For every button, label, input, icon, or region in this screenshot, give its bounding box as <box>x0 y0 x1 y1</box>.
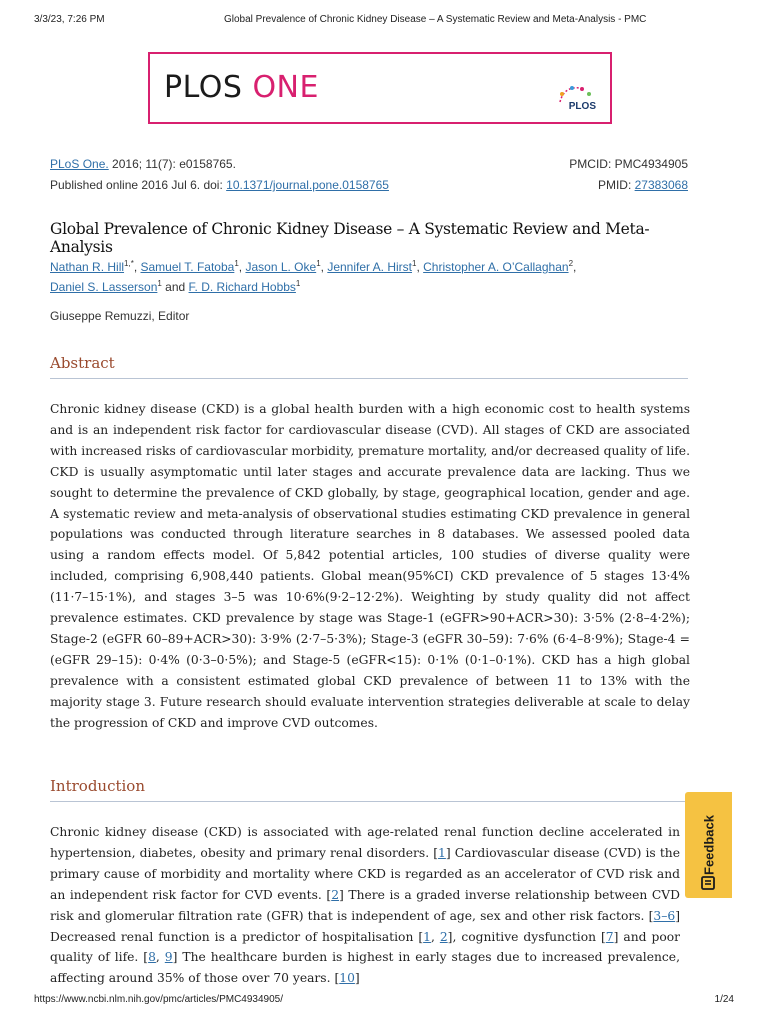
introduction-text <box>50 822 680 989</box>
journal-link[interactable]: PLoS One. <box>50 157 109 171</box>
print-footer <box>34 994 734 1005</box>
author-affiliation: 1 <box>295 279 301 288</box>
author-affiliation: 1 <box>316 259 321 268</box>
author-affiliation: 1 <box>234 259 239 268</box>
plos-corner-text: PLOS <box>568 101 596 112</box>
feedback-button[interactable] <box>685 792 732 898</box>
page-url: https://www.ncbi.nlm.nih.gov/pmc/articles/PMC4934905/ <box>34 994 283 1005</box>
reference-link[interactable]: 7 <box>605 929 614 944</box>
intro-text-segment: Chronic kidney disease (CKD) is associated with age-related renal function decline accelerated in hypertension, diabetes, obesity and primary renal disorders. [ <box>50 825 680 860</box>
editor: Giuseppe Remuzzi, Editor <box>50 309 190 323</box>
plos-one-logo: PLOS ONE <box>164 70 319 105</box>
author-affiliation: 1 <box>412 259 417 268</box>
pmid-label: PMID: <box>597 178 635 192</box>
reference-link[interactable]: 3–6 <box>653 908 676 923</box>
author-affiliation: 1 <box>157 279 162 288</box>
intro-text-segment: ] <box>354 971 360 986</box>
introduction-heading: Introduction <box>50 777 688 802</box>
plos-one-banner[interactable] <box>148 52 612 124</box>
reference-link[interactable]: 2 <box>439 929 448 944</box>
author-link[interactable]: Jennifer A. Hirst <box>327 260 413 274</box>
intro-text-segment: ] Decreased renal function is a predictor of hospitalisation [ <box>50 908 680 944</box>
intro-text-segment: , <box>155 950 165 965</box>
abstract-text: Chronic kidney disease (CKD) is a global health burden with a high economic cost to health systems and is an independent risk factor for cardiovascular disease (CVD). All stages of CKD are associated with increased risks of cardiovascular morbidity, premature mortality, and/or decreased quality of life. CKD is usually asymptomatic until later stages and accurate prevalence data are lacking. Thus we sought to determine the prevalence of CKD globally, by stage, geographical location, gender and age. A systematic review and meta-analysis of observational studies estimating CKD prevalence in general populations was conducted through literature searches in 8 databases. We assessed pooled data using a random effects model. Of 5,842 potential articles, 100 studies of diverse quality were included, comprising 6,908,440 patients. Global mean(95%CI) CKD prevalence of 5 stages 13·4%(11·7–15·1%), and stages 3–5 was 10·6%(9·2–12·2%). Weighting by study quality did not affect prevalence estimates. CKD prevalence by stage was Stage-1 (eGFR>90+ACR>30): 3·5% (2·8–4·2%); Stage-2 (eGFR 60–89+ACR>30): 3·9% (2·7–5·3%); Stage-3 (eGFR 30–59): 7·6% (6·4–8·9%); Stage-4 = (eGFR 29–15): 0·4% (0·3–0·5%); and Stage-5 (eGFR<15): 0·1% (0·1–0·1%). CKD has a high global prevalence with a consistent estimated global CKD prevalence of between 11 to 13% with the majority stage 3. Future research should evaluate intervention strategies deliverable at scale to delay the progression of CKD and improve CVD outcomes. <box>50 402 690 730</box>
intro-text-segment: ] There is a graded inverse relationship between CVD risk and glomerular filtration rate (GFR) that is independent of age, sex and other risk factors. [ <box>50 887 680 923</box>
doi-link[interactable]: 10.1371/journal.pone.0158765 <box>226 178 389 192</box>
authors-line-1: Nathan R. Hill$^{1,*}$, Samuel T. Fatoba$^1$, Jason L. Oke$^1$, Jennifer A. Hirst$^1$, Christopher A. O’Callaghan$^2$, <box>50 259 577 274</box>
pmid-link[interactable]: 27383068 <box>634 178 688 192</box>
author-affiliation: 2 <box>568 259 574 268</box>
reference-link[interactable]: 8 <box>148 950 156 965</box>
plos-corner-logo <box>554 80 598 114</box>
author-link[interactable]: Samuel T. Fatoba <box>140 260 235 274</box>
author-link[interactable]: Christopher A. O’Callaghan <box>423 260 569 274</box>
feedback-label: Feedback <box>701 815 716 875</box>
citation-line-2 <box>50 178 688 192</box>
intro-text-segment: ] The healthcare burden is highest in early stages due to increased prevalence, affecting around 35% of those over 70 years. [ <box>50 950 680 986</box>
reference-link[interactable]: 1 <box>438 845 446 860</box>
intro-text-segment: ] and poor quality of life. [ <box>50 929 681 965</box>
reference-link[interactable]: 10 <box>339 971 355 986</box>
intro-text-segment: , <box>430 929 440 944</box>
authors-line-2: Daniel S. Lasserson$^1$ and F. D. Richard Hobbs$^1$ <box>50 279 301 294</box>
author-link[interactable]: Daniel S. Lasserson <box>50 280 158 294</box>
abstract-heading: Abstract <box>50 354 688 379</box>
published-info: Published online 2016 Jul 6. doi: <box>50 178 227 192</box>
article-title: Global Prevalence of Chronic Kidney Disease – A Systematic Review and Meta-Analysis <box>50 220 650 256</box>
print-date: 3/3/23, 7:26 PM <box>34 14 105 25</box>
print-header <box>34 14 734 28</box>
reference-link[interactable]: 2 <box>331 887 340 902</box>
author-link[interactable]: F. D. Richard Hobbs <box>188 280 296 294</box>
author-link[interactable]: Nathan R. Hill <box>50 260 125 274</box>
citation-line-1 <box>50 157 688 171</box>
pmcid: PMCID: PMC4934905 <box>569 157 688 171</box>
intro-text-segment: ], cognitive dysfunction [ <box>447 929 606 944</box>
author-affiliation: 1,* <box>124 259 134 268</box>
reference-link[interactable]: 9 <box>164 950 173 965</box>
feedback-icon <box>701 876 715 890</box>
reference-link[interactable]: 1 <box>423 929 431 944</box>
author-link[interactable]: Jason L. Oke <box>245 260 317 274</box>
page-number: 1/24 <box>714 994 734 1005</box>
journal-info: 2016; 11(7): e0158765. <box>108 157 236 171</box>
intro-text-segment: ] Cardiovascular disease (CVD) is the primary cause of morbidity and mortality where CKD is regarded as an accelerator of CVD risk and an independent risk factor for CVD events. [ <box>50 845 680 902</box>
print-doc-title: Global Prevalence of Chronic Kidney Disease – A Systematic Review and Meta-Analysis - PMC <box>224 14 647 25</box>
